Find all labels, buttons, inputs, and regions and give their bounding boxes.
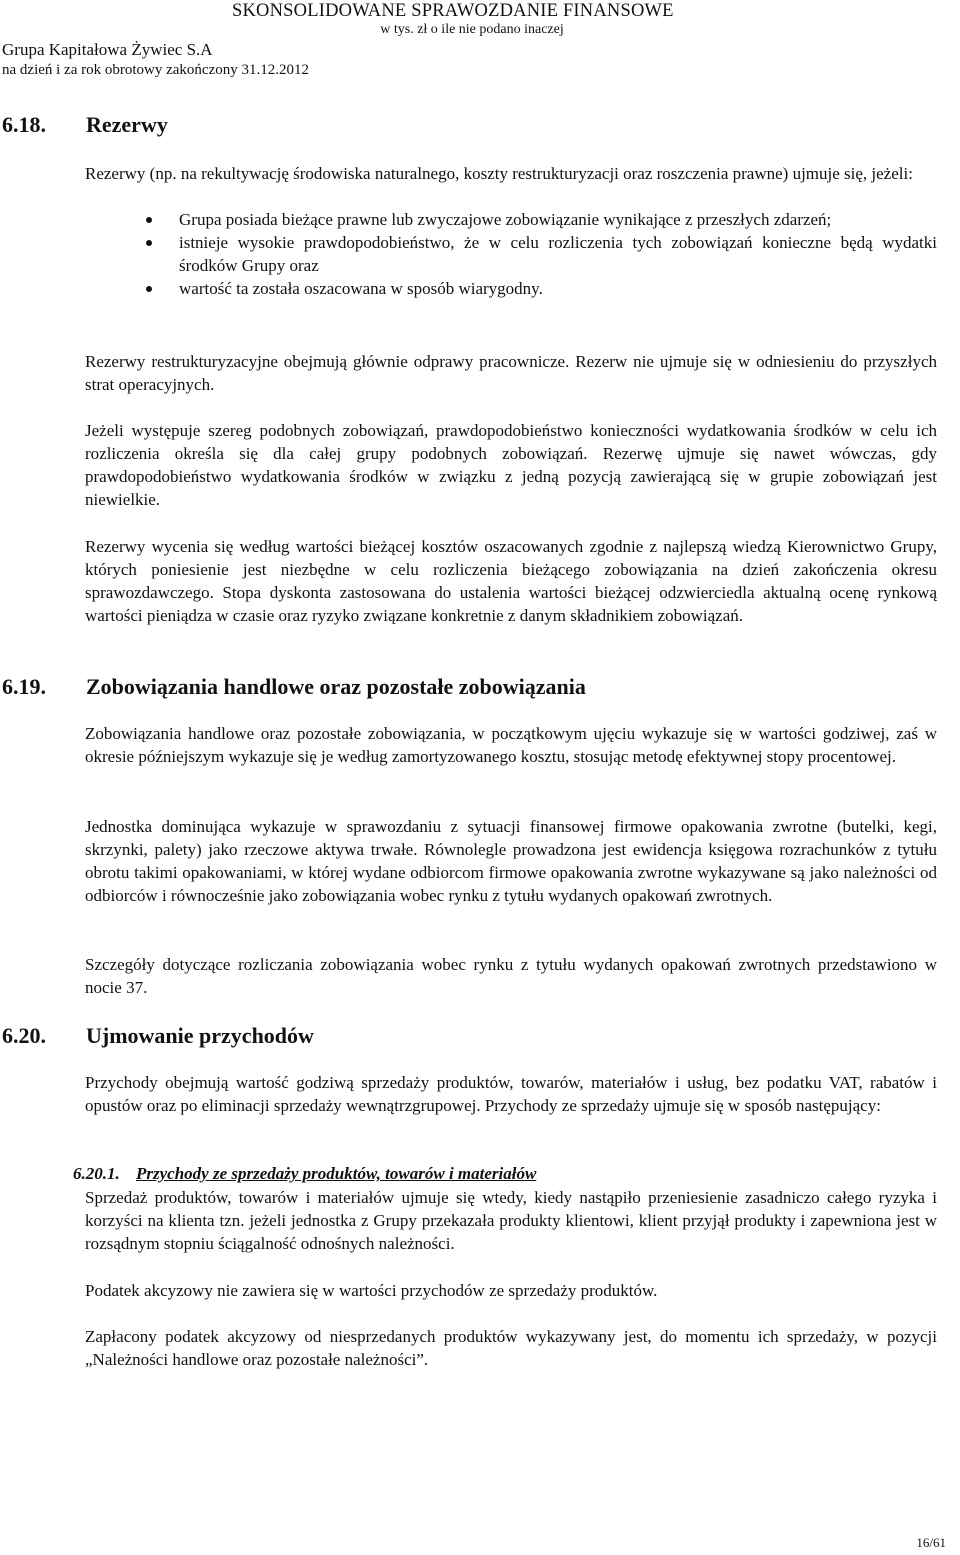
paragraph: Rezerwy restrukturyzacyjne obejmują głównie odprawy pracownicze. Rezerw nie ujmuje się w odniesieniu do przyszłych strat operacyjnych. — [85, 352, 937, 394]
section-number: 6.20. — [2, 1023, 46, 1048]
report-title: SKONSOLIDOWANE SPRAWOZDANIE FINANSOWE — [232, 1, 674, 21]
section-number: 6.18. — [2, 112, 46, 137]
list-item: istnieje wysokie prawdopodobieństwo, że w celu rozliczenia tych zobowiązań konieczne będą wydatki środków Grupy oraz — [179, 231, 937, 277]
bullet-icon — [146, 217, 152, 223]
paragraph: Rezerwy wycenia się według wartości bieżącej kosztów oszacowanych zgodnie z najlepszą wiedzą Kierownictwo Grupy, których poniesienie jest niezbędne w celu rozliczenia bieżącego zobowiązania na dzień zakończenia okresu sprawozdawczego. Stopa dyskonta zastosowana do ustalenia wartości bieżącej odzwierciedla aktualną ocenę rynkową wartości pieniądza w czasie oraz ryzyko związane konkretnie z danym składnikiem zobowiązań. — [85, 537, 937, 625]
bullet-icon — [146, 240, 152, 246]
paragraph: Sprzedaż produktów, towarów i materiałów ujmuje się wtedy, kiedy nastąpiło przeniesienie zasadniczo całego ryzyka i korzyści na klienta tzn. jeżeli jednostka z Grupy przekazała produkty klientowi, klient przyjął produkty i zapewniona jest w rozsądnym stopniu ściągalność odnośnych należności. — [85, 1188, 937, 1253]
paragraph: Jeżeli występuje szereg podobnych zobowiązań, prawdopodobieństwo konieczności wydatkowania środków w celu ich rozliczenia określa się dla całej grupy podobnych zobowiązań. Rezerwę ujmuje się nawet wówczas, gdy prawdopodobieństwo wydatkowania środków w związku z jedną pozycją zawierającą się w grupie zobowiązań jest niewielkie. — [85, 421, 937, 509]
paragraph: Podatek akcyzowy nie zawiera się w wartości przychodów ze sprzedaży produktów. — [85, 1281, 658, 1300]
section-heading-6-20 — [2, 1023, 902, 1051]
paragraph: Jednostka dominująca wykazuje w sprawozdaniu z sytuacji finansowej firmowe opakowania zwrotne (butelki, kegi, skrzynki, palety) jako rzeczowe aktywa trwałe. Równolegle prowadzona jest ewidencja księgowa rozrachunków z tytułu obrotu takimi opakowaniami, w której wydane odbiorcom firmowe opakowania zwrotne wykazywane są jako należności od odbiorców i równocześnie jako zobowiązania wobec rynku z tytułu wydanych opakowań zwrotnych. — [85, 817, 937, 905]
paragraph: Rezerwy (np. na rekultywację środowiska naturalnego, koszty restrukturyzacji oraz roszczenia prawne) ujmuje się, jeżeli: — [85, 164, 913, 183]
page-number: 16/61 — [916, 1535, 946, 1550]
section-title: Zobowiązania handlowe oraz pozostałe zobowiązania — [86, 674, 586, 699]
report-header — [232, 0, 772, 38]
subsection-title: Przychody ze sprzedaży produktów, towarów i materiałów — [136, 1164, 537, 1183]
units-note: w tys. zł o ile nie podano inaczej — [380, 22, 564, 37]
list-item: wartość ta została oszacowana w sposób wiarygodny. — [179, 277, 937, 300]
paragraph: Zapłacony podatek akcyzowy od niesprzedanych produktów wykazywany jest, do momentu ich sprzedaży, w pozycji „Należności handlowe oraz pozostałe należności”. — [85, 1327, 937, 1369]
bullet-icon — [146, 286, 152, 292]
section-number: 6.19. — [2, 674, 46, 699]
paragraph: Przychody obejmują wartość godziwą sprzedaży produktów, towarów, materiałów i usług, bez podatku VAT, rabatów i opustów oraz po eliminacji sprzedaży wewnątrzgrupowej. Przychody ze sprzedaży ujmuje się w sposób następujący: — [85, 1073, 937, 1115]
section-title: Ujmowanie przychodów — [86, 1023, 314, 1048]
paragraph: Zobowiązania handlowe oraz pozostałe zobowiązania, w początkowym ujęciu wykazuje się w wartości godziwej, zaś w okresie późniejszym wykazuje się je według zamortyzowanego kosztu, stosując metodę efektywnej stopy procentowej. — [85, 724, 937, 766]
list-item: Grupa posiada bieżące prawne lub zwyczajowe zobowiązanie wynikające z przeszłych zdarzeń; — [179, 208, 937, 231]
section-heading-6-18 — [2, 112, 902, 140]
section-heading-6-19 — [2, 674, 902, 702]
company-name: Grupa Kapitałowa Żywiec S.A — [2, 40, 213, 59]
subsection-number: 6.20.1. — [73, 1164, 120, 1183]
company-header — [2, 40, 309, 80]
subsection-heading-6-20-1 — [73, 1164, 933, 1184]
paragraph: Szczegóły dotyczące rozliczania zobowiązania wobec rynku z tytułu wydanych opakowań zwrotnych przedstawiono w nocie 37. — [85, 955, 937, 997]
bullet-list — [179, 208, 937, 300]
reporting-period: na dzień i za rok obrotowy zakończony 31.12.2012 — [2, 62, 309, 78]
section-title: Rezerwy — [86, 112, 168, 137]
